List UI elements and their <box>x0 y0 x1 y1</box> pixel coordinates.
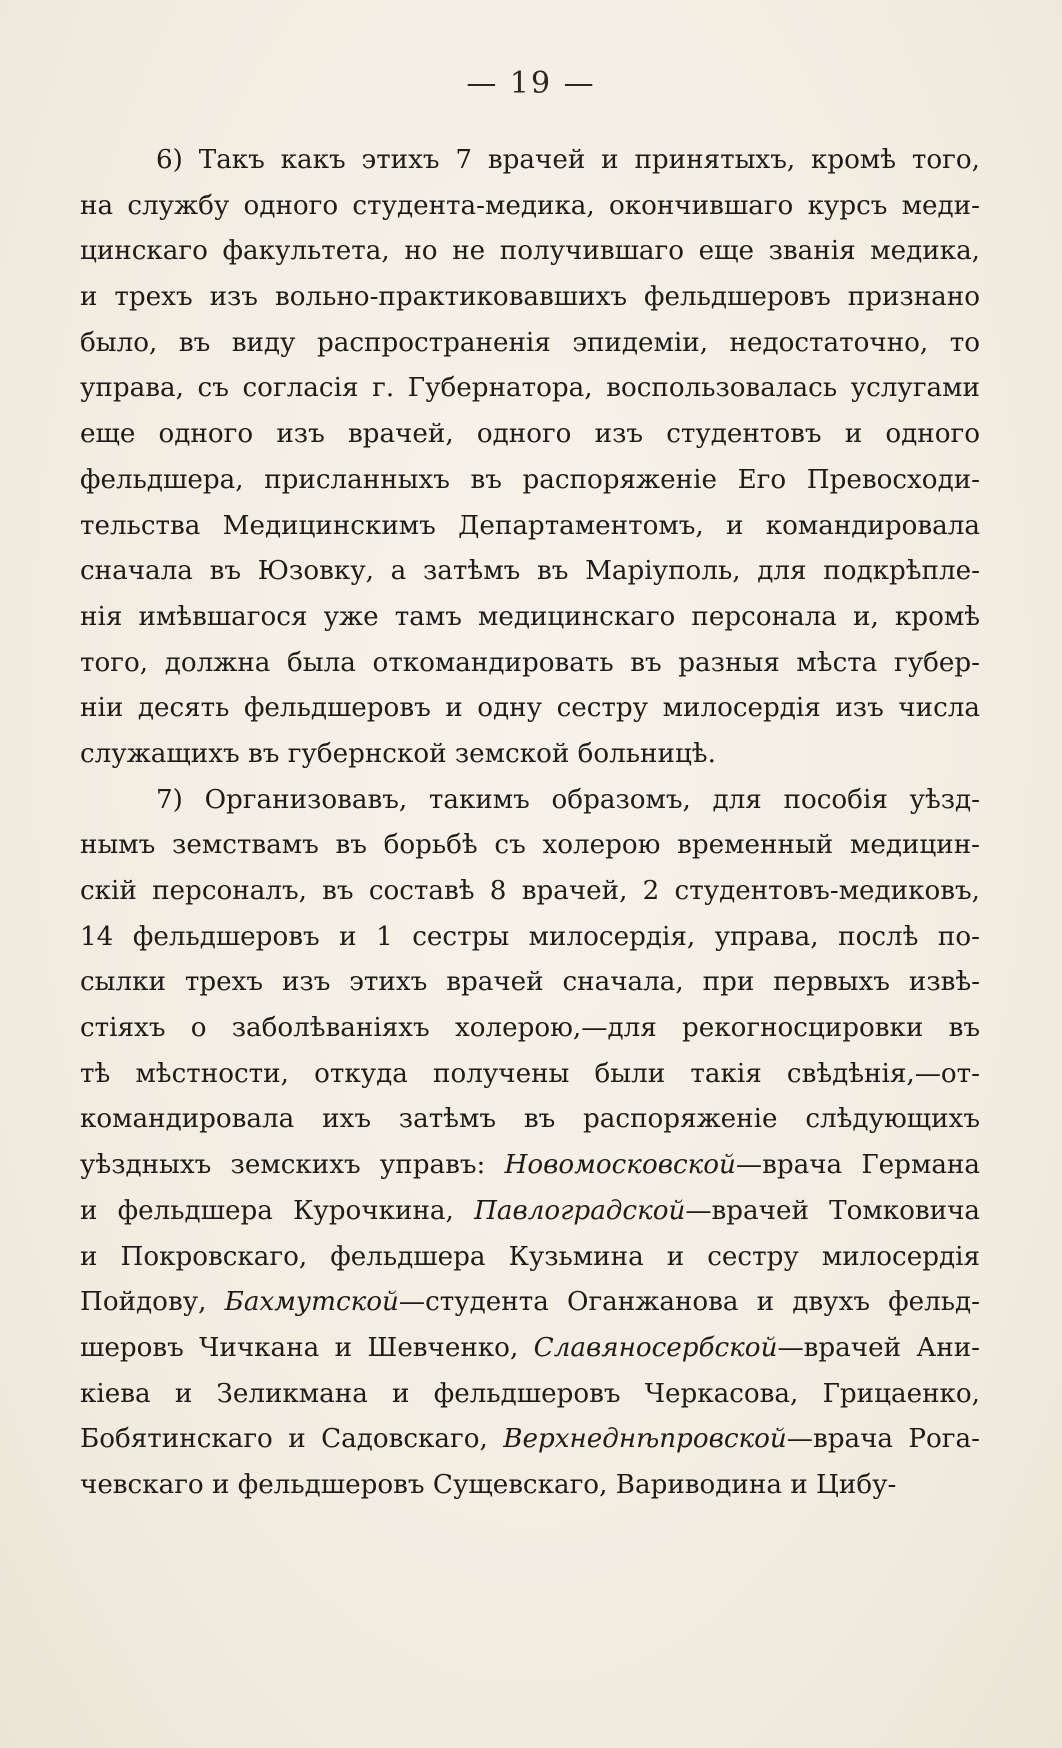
text-segment: того, должна была откомандировать въ разныя мѣста губер- <box>80 647 980 678</box>
text-line <box>80 458 980 504</box>
text-segment: скій персоналъ, въ составѣ 8 врачей, 2 студентовъ-медиковъ, <box>80 876 980 906</box>
text-line <box>80 1006 980 1052</box>
text-line <box>80 1372 980 1418</box>
text-segment: и Покровскаго, фельдшера Кузьмина и сестру милосердія <box>80 1241 980 1272</box>
text-line <box>80 641 980 687</box>
text-segment: —врачей Томковича <box>685 1195 980 1226</box>
text-segment: командировала ихъ затѣмъ въ распоряженіе слѣдующихъ <box>80 1104 980 1135</box>
text-line <box>80 778 980 824</box>
paragraph <box>80 138 980 778</box>
text-line <box>80 1326 980 1372</box>
text-line <box>80 1417 980 1463</box>
text-line <box>80 1189 980 1235</box>
text-segment: —врачей Ани- <box>777 1332 980 1363</box>
text-line <box>80 915 980 961</box>
text-line <box>80 1463 980 1509</box>
text-line <box>80 869 980 915</box>
text-segment: служащихъ въ губернской земской больницѣ. <box>80 738 716 769</box>
body-text <box>80 138 980 1509</box>
text-segment: еще одного изъ врачей, одного изъ студентовъ и одного <box>80 419 980 450</box>
italic-place-name: Славяносербской <box>533 1332 778 1363</box>
text-segment: —врача Германа <box>735 1150 980 1181</box>
text-segment: 7) Организовавъ, такимъ образомъ, для пособія уѣзд- <box>156 784 980 815</box>
text-line <box>80 1280 980 1326</box>
text-line <box>80 1143 980 1189</box>
text-segment: было, въ виду распространенія эпидеміи, недостаточно, то <box>80 327 980 358</box>
text-segment: шеровъ Чичкана и Шевченко, <box>80 1332 534 1363</box>
text-segment: кіева и Зеликмана и фельдшеровъ Черкасова, Грицаенко, <box>80 1378 980 1409</box>
text-segment: сначала въ Юзовку, а затѣмъ въ Маріуполь, для подкрѣпле- <box>80 556 980 587</box>
text-segment: —студента Оганжанова и двухъ фельд- <box>398 1287 980 1318</box>
text-segment: стіяхъ о заболѣваніяхъ холерою,—для рекогносцировки въ <box>80 1013 980 1044</box>
text-segment: ніи десять фельдшеровъ и одну сестру милосердія изъ числа <box>80 693 980 724</box>
text-line <box>80 229 980 275</box>
text-segment: и фельдшера Курочкина, <box>80 1195 475 1226</box>
text-segment: уѣздныхъ земскихъ управъ: <box>80 1150 505 1181</box>
text-line <box>80 275 980 321</box>
text-line <box>80 321 980 367</box>
page-number: — 19 — <box>466 66 596 101</box>
text-line <box>80 595 980 641</box>
text-segment: Бобятинскаго и Садовскаго, <box>80 1424 504 1455</box>
text-segment: нія имѣвшагося уже тамъ медицинскаго персонала и, кромѣ <box>80 601 980 632</box>
text-segment: —врача Рога- <box>786 1424 980 1455</box>
text-line <box>80 549 980 595</box>
text-line <box>80 960 980 1006</box>
text-line <box>80 823 980 869</box>
text-segment: фельдшера, присланныхъ въ распоряженіе Его Превосходи- <box>80 464 980 495</box>
italic-place-name: Новомосковской <box>504 1150 736 1181</box>
text-segment: Пойдову, <box>80 1287 225 1318</box>
text-line <box>80 412 980 458</box>
text-segment: 14 фельдшеровъ и 1 сестры милосердія, управа, послѣ по- <box>80 921 980 952</box>
italic-place-name: Верхнеднѣпровской <box>503 1424 787 1455</box>
text-segment: тѣ мѣстности, откуда получены были такія свѣдѣнія,—от- <box>80 1058 980 1089</box>
text-line <box>80 732 980 778</box>
text-line <box>80 686 980 732</box>
text-segment: нымъ земствамъ въ борьбѣ съ холерою временный медицин- <box>80 830 980 861</box>
text-line <box>80 366 980 412</box>
text-line <box>80 1097 980 1143</box>
text-line <box>80 138 980 184</box>
text-segment: сылки трехъ изъ этихъ врачей сначала, при первыхъ извѣ- <box>80 967 980 998</box>
text-segment: 6) Такъ какъ этихъ 7 врачей и принятыхъ, кромѣ того, <box>156 145 980 175</box>
text-line <box>80 184 980 230</box>
text-segment: на службу одного студента-медика, окончившаго курсъ меди- <box>80 190 980 221</box>
text-segment: тельства Медицинскимъ Департаментомъ, и командировала <box>80 510 980 541</box>
paragraph <box>80 778 980 1509</box>
text-line <box>80 504 980 550</box>
italic-place-name: Бахмутской <box>224 1287 399 1318</box>
text-line <box>80 1052 980 1098</box>
text-line <box>80 1235 980 1281</box>
text-segment: и трехъ изъ вольно-практиковавшихъ фельдшеровъ признано <box>80 282 980 313</box>
text-segment: чевскаго и фельдшеровъ Сущевскаго, Вариводина и Цибу- <box>80 1469 897 1500</box>
text-segment: цинскаго факультета, но не получившаго еще званія медика, <box>80 236 980 267</box>
italic-place-name: Павлоградской <box>474 1195 686 1226</box>
text-segment: управа, съ согласія г. Губернатора, воспользовалась услугами <box>80 373 980 404</box>
